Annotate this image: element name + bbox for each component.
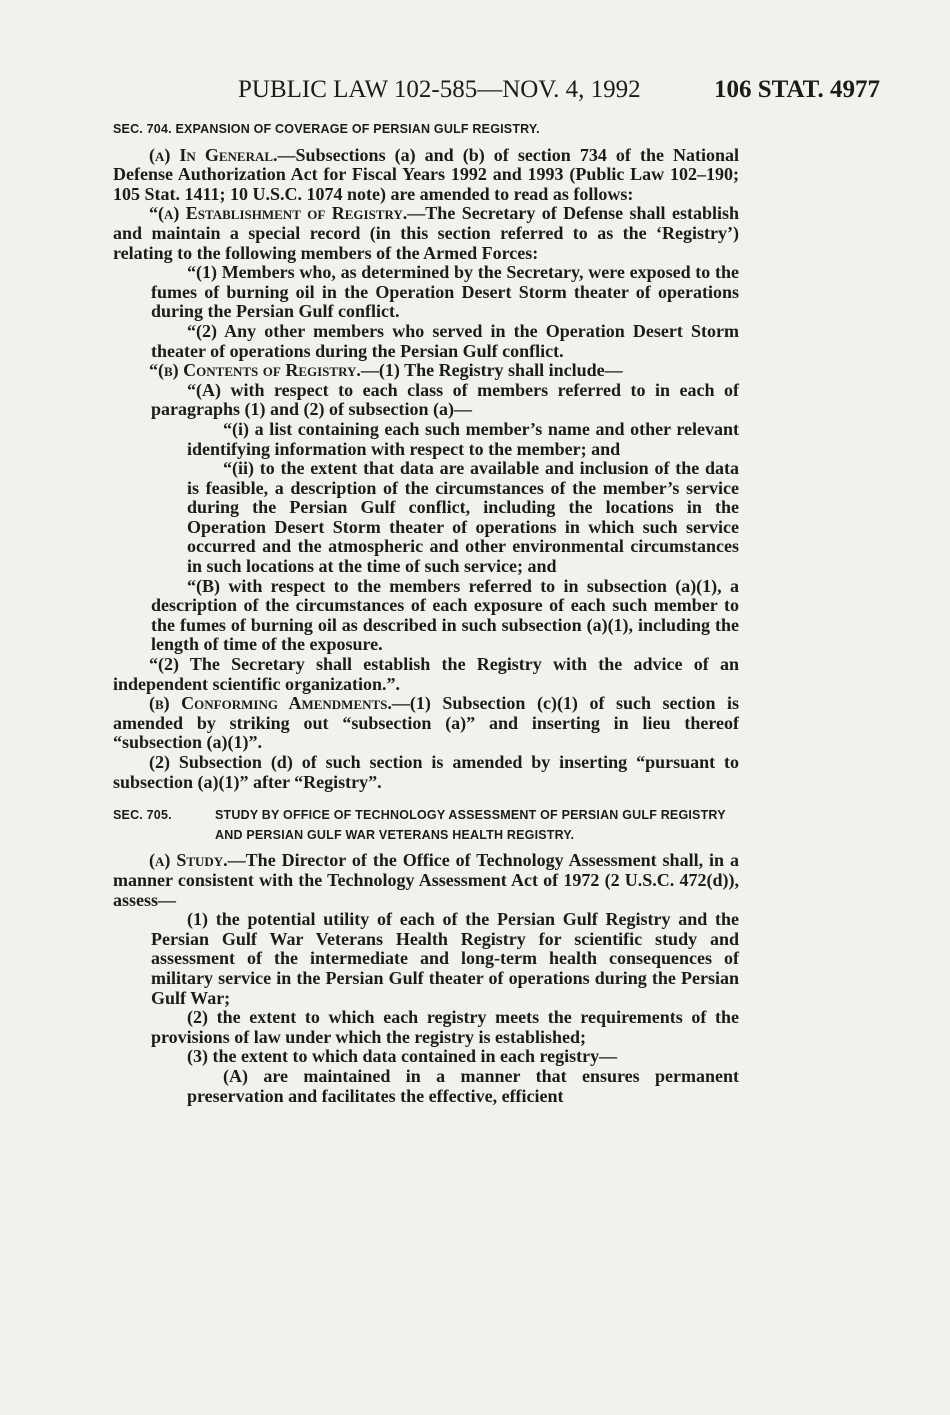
paragraph: “(1) Members who, as determined by the Secretary, were exposed to the fumes of burning oil in the Operation Desert Storm theater of operations during the Persian Gulf conflict. (151, 262, 739, 322)
caption: “(b) Contents of Registry. (149, 360, 361, 381)
paragraph: “(2) The Secretary shall establish the Registry with the advice of an independent scientific organization.”. (113, 654, 739, 694)
paragraph: (3) the extent to which data contained in each registry— (187, 1046, 618, 1067)
paragraph: “(A) with respect to each class of members referred to in each of paragraphs (1) and (2) of subsection (a)— (151, 379, 739, 420)
paragraph (113, 361, 739, 381)
section-number: SEC. 705. (113, 808, 172, 823)
header-title: PUBLIC LAW 102-585—NOV. 4, 1992 (238, 76, 641, 103)
paragraph: (2) the extent to which each registry meets the requirements of the provisions of law under which the registry is established; (151, 1007, 739, 1047)
caption: (b) Conforming Amendments. (149, 693, 392, 714)
running-header (110, 76, 880, 110)
paragraph: “(B) with respect to the members referred to in subsection (a)(1), a description of the circumstances of each exposure of each such member to the fumes of burning oil as described in such subsection (a)(1), including the length of time of the exposure. (151, 575, 739, 655)
text: —(1) Subsection (c)(1) of such section is amended by striking out “subsection (a)” and inserting in lieu thereof “subsection (a)(1)”. (113, 693, 739, 753)
paragraph (113, 204, 739, 263)
paragraph: “(ii) to the extent that data are available and inclusion of the data is feasible, a description of the circumstances of the member’s service during the Persian Gulf conflict, including the locations in the Operation Desert Storm theater of operations in which such service occurred and the atmospheric and other environmental circumstances in such locations at the time of such service; and (187, 458, 739, 577)
paragraph (113, 694, 739, 753)
paragraph (113, 851, 739, 910)
caption: (a) Study. (149, 850, 228, 871)
paragraph: “(2) Any other members who served in the Operation Desert Storm theater of operations during the Persian Gulf conflict. (151, 320, 739, 361)
paragraph: (1) the potential utility of each of the Persian Gulf Registry and the Persian Gulf War Veterans Health Registry for scientific study and assessment of the intermediate and long-term health consequences of military service in the Persian Gulf theater of operations during the Persian Gulf War; (151, 909, 739, 1008)
text: —(1) The Registry shall include— (360, 360, 623, 381)
paragraph: “(i) a list containing each such member’s name and other relevant identifying information with respect to the member; and (187, 418, 739, 459)
section-title: STUDY BY OFFICE OF TECHNOLOGY ASSESSMENT OF PERSIAN GULF REGISTRY AND PERSIAN GULF WAR VETERANS HEALTH REGISTRY. (215, 808, 726, 842)
section-704-heading: SEC. 704. EXPANSION OF COVERAGE OF PERSIAN GULF REGISTRY. (113, 122, 540, 136)
paragraph (113, 146, 739, 205)
text: —The Secretary of Defense shall establish and maintain a special record (in this section referred to as the ‘Registry’) relating to the following members of the Armed Forces: (113, 203, 739, 263)
paragraph: (A) are maintained in a manner that ensures permanent preservation and facilitates the effective, efficient (187, 1065, 739, 1106)
text: —Subsections (a) and (b) of section 734 of the National Defense Authorization Act for Fiscal Years 1992 and 1993 (Public Law 102–190; 105 Stat. 1411; 10 U.S.C. 1074 note) are amended to read as follows: (113, 144, 739, 204)
section-705-heading (113, 806, 739, 845)
statute-citation: 106 STAT. 4977 (714, 76, 880, 103)
paragraph: (2) Subsection (d) of such section is amended by inserting “pursuant to subsection (a)(1)” after “Registry”. (113, 752, 739, 792)
caption: (a) In General. (149, 144, 278, 165)
text: —The Director of the Office of Technology Assessment shall, in a manner consistent with the Technology Assessment Act of 1972 (2 U.S.C. 472(d)), assess— (113, 850, 739, 910)
caption: “(a) Establishment of Registry. (149, 203, 408, 224)
document-body (113, 116, 739, 1106)
